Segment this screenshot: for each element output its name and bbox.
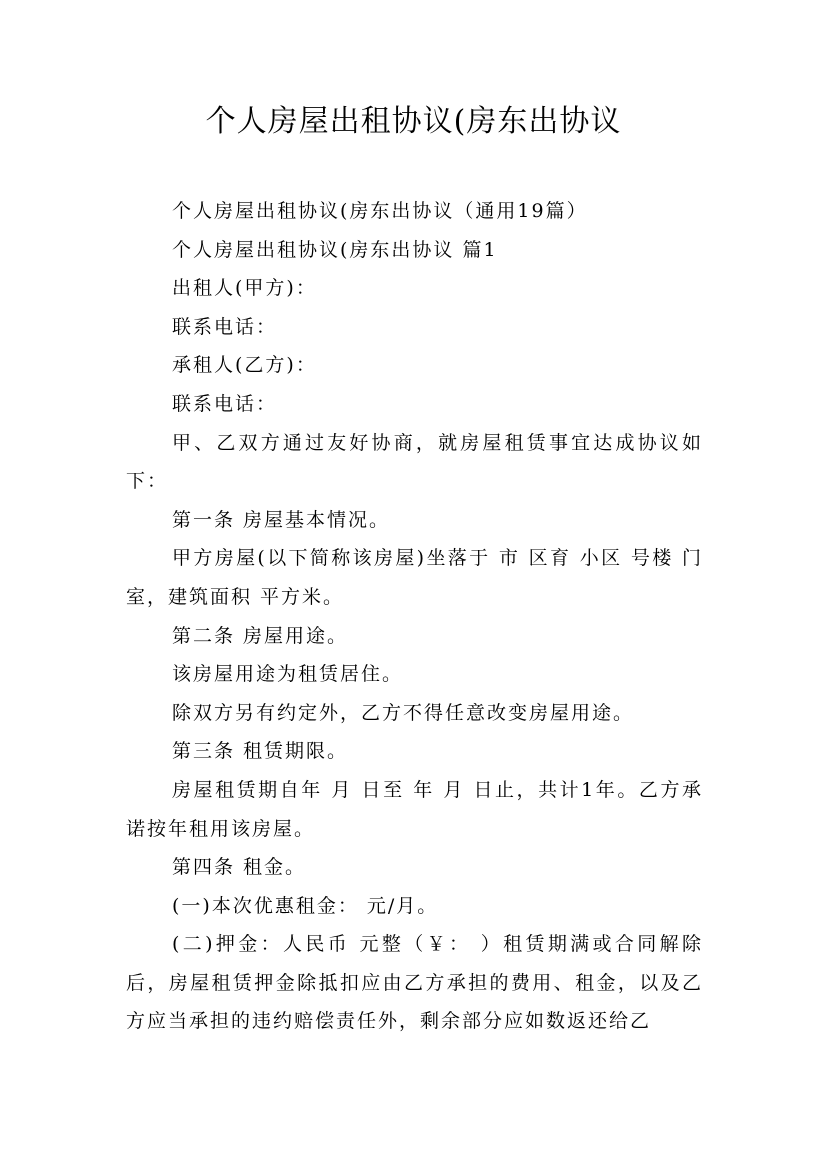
paragraph-clause-2-body-a: 该房屋用途为租赁居住。 xyxy=(172,663,404,686)
paragraph-clause-3-heading: 第三条 租赁期限。 xyxy=(172,740,349,763)
paragraph-lessor: 出租人(甲方)： xyxy=(172,277,317,300)
paragraph-clause-4-rent: (一)本次优惠租金： 元/月。 xyxy=(172,894,439,917)
paragraph-clause-4-heading: 第四条 租金。 xyxy=(172,856,307,879)
paragraph-lessor-phone: 联系电话： xyxy=(172,315,278,338)
paragraph-clause-4-deposit: (二)押金：人民币 元整（￥： ）租赁期满或合同解除后，房屋租赁押金除抵扣应由乙方承担的费用、租金，以及乙方应当承担的违约赔偿责任外，剩余部分应如数返还给乙 xyxy=(126,933,703,1033)
document-body xyxy=(126,192,703,1041)
document-title: 个人房屋出租协议(房东出协议 xyxy=(205,104,622,139)
paragraph-lessee-phone: 联系电话： xyxy=(172,392,278,415)
paragraph-clause-2-heading: 第二条 房屋用途。 xyxy=(172,624,349,647)
paragraph-lessee: 承租人(乙方)： xyxy=(172,354,317,377)
paragraph-clause-2-body-b: 除双方另有约定外，乙方不得任意改变房屋用途。 xyxy=(172,701,635,724)
paragraph-clause-1-heading: 第一条 房屋基本情况。 xyxy=(172,508,391,531)
paragraph-clause-3-body: 房屋租赁期自年 月 日至 年 月 日止，共计1年。乙方承诺按年租用该房屋。 xyxy=(126,778,703,840)
paragraph-heading: 个人房屋出租协议(房东出协议（通用19篇） xyxy=(172,200,588,222)
paragraph-clause-1-body: 甲方房屋(以下简称该房屋)坐落于 市 区育 小区 号楼 门 室，建筑面积 平方米。 xyxy=(126,547,703,608)
paragraph-article-title: 个人房屋出租协议(房东出协议 篇1 xyxy=(172,238,498,261)
paragraph-agreement-intro: 甲、乙双方通过友好协商，就房屋租赁事宜达成协议如下： xyxy=(126,431,703,493)
